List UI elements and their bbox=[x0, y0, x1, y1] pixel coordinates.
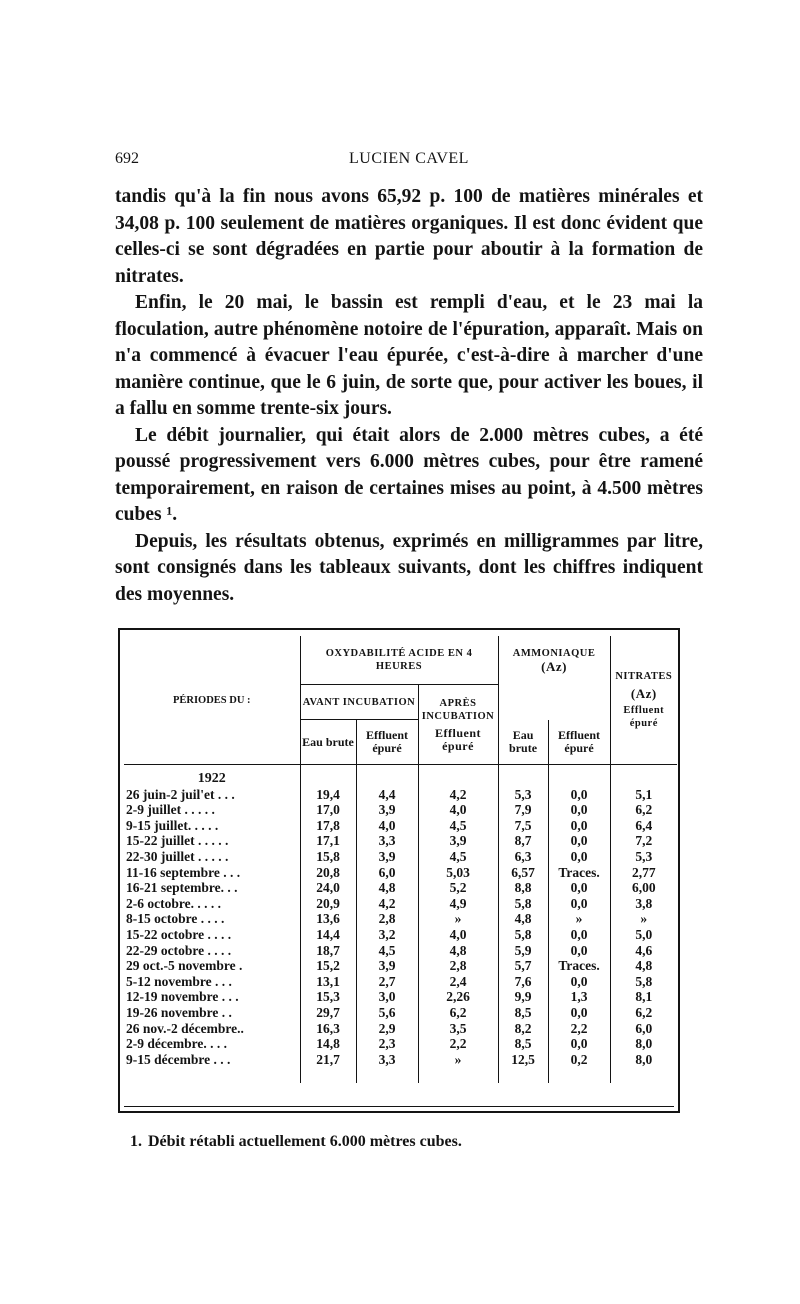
running-title-author: LUCIEN CAVEL bbox=[349, 150, 469, 167]
value-cell: 6,57 bbox=[498, 865, 548, 881]
value-cell: 13,1 bbox=[300, 974, 356, 990]
value-cell: 0,0 bbox=[548, 943, 610, 959]
period-cell: 29 oct.-5 novembre . bbox=[126, 958, 243, 974]
value-cell: 4,2 bbox=[356, 896, 418, 912]
value-cell: 7,5 bbox=[498, 818, 548, 834]
paragraph-4: Depuis, les résultats obtenus, exprimés en milligrammes par litre, sont consignés dans les tableaux suivants, dont les chiffres indiquent des moyennes. bbox=[115, 530, 703, 605]
value-cell: 1,3 bbox=[548, 989, 610, 1005]
value-cell: 0,0 bbox=[548, 896, 610, 912]
period-cell: 16-21 septembre. . . bbox=[126, 880, 238, 896]
header-periods: PÉRIODES DU : bbox=[124, 636, 300, 765]
value-cell: 16,3 bbox=[300, 1021, 356, 1037]
value-cell: 3,3 bbox=[356, 833, 418, 849]
table-row bbox=[124, 818, 677, 834]
value-cell: 0,0 bbox=[548, 833, 610, 849]
paragraph-2: Enfin, le 20 mai, le bassin est rempli d'eau, et le 23 mai la floculation, autre phénomène notoire de l'épuration, apparaît. Mais on n'a commencé à évacuer l'eau épurée, c'est-à-dire à marcher d'une manière continue, que le 6 juin, de sorte que, pour activer les boues, il a fallu en somme trente-six jours. bbox=[115, 292, 703, 419]
header-ammoniaque-unit: (Az) bbox=[541, 659, 567, 675]
value-cell: 5,2 bbox=[418, 880, 498, 896]
page-number: 692 bbox=[115, 150, 139, 167]
footnote-number: 1. bbox=[130, 1133, 142, 1150]
value-cell: 5,8 bbox=[610, 974, 677, 990]
value-cell: 21,7 bbox=[300, 1052, 356, 1068]
table-row bbox=[124, 974, 677, 990]
header-nitrates bbox=[610, 636, 677, 765]
value-cell: 3,9 bbox=[356, 802, 418, 818]
value-cell: 4,5 bbox=[418, 818, 498, 834]
value-cell: 3,9 bbox=[418, 833, 498, 849]
value-cell: 4,0 bbox=[418, 802, 498, 818]
table-row bbox=[124, 896, 677, 912]
header-ammo-brace bbox=[498, 685, 610, 720]
value-cell: 3,9 bbox=[356, 958, 418, 974]
table-row bbox=[124, 865, 677, 881]
value-cell: 4,6 bbox=[610, 943, 677, 959]
value-cell: » bbox=[548, 911, 610, 927]
value-cell: 15,2 bbox=[300, 958, 356, 974]
value-cell: 0,0 bbox=[548, 802, 610, 818]
value-cell: 5,3 bbox=[498, 787, 548, 803]
table-bottom-rule bbox=[124, 1106, 674, 1107]
value-cell: 6,2 bbox=[418, 1005, 498, 1021]
value-cell: 2,26 bbox=[418, 989, 498, 1005]
value-cell: 8,1 bbox=[610, 989, 677, 1005]
value-cell: 7,9 bbox=[498, 802, 548, 818]
value-cell: » bbox=[610, 911, 677, 927]
value-cell: 0,0 bbox=[548, 927, 610, 943]
period-cell: 22-30 juillet . . . . . bbox=[126, 848, 229, 864]
value-cell: 5,7 bbox=[498, 958, 548, 974]
value-cell: 4,2 bbox=[418, 787, 498, 803]
value-cell: 0,0 bbox=[548, 880, 610, 896]
value-cell: 15,3 bbox=[300, 989, 356, 1005]
period-cell: 19-26 novembre . . bbox=[126, 1004, 232, 1020]
year-label: 1922 bbox=[197, 771, 226, 786]
value-cell: » bbox=[418, 911, 498, 927]
period-cell: 2-9 décembre. . . . bbox=[126, 1036, 227, 1052]
header-ammoniaque-label: AMMONIAQUE bbox=[512, 648, 596, 660]
results-table-frame bbox=[118, 628, 680, 1113]
period-cell: 2-6 octobre. . . . . bbox=[126, 895, 221, 911]
table-row bbox=[124, 802, 677, 818]
value-cell: 13,6 bbox=[300, 911, 356, 927]
table-row bbox=[124, 1036, 677, 1052]
value-cell: 5,3 bbox=[610, 849, 677, 865]
value-cell: 4,5 bbox=[356, 943, 418, 959]
value-cell: 18,7 bbox=[300, 943, 356, 959]
results-table bbox=[124, 636, 677, 1083]
value-cell: 5,03 bbox=[418, 865, 498, 881]
value-cell: 5,6 bbox=[356, 1005, 418, 1021]
value-cell: 6,0 bbox=[356, 865, 418, 881]
table-row bbox=[124, 787, 677, 803]
period-cell: 5-12 novembre . . . bbox=[126, 973, 232, 989]
value-cell: 7,2 bbox=[610, 833, 677, 849]
header-nitrates-unit: (Az) bbox=[630, 686, 657, 701]
value-cell: 0,0 bbox=[548, 1005, 610, 1021]
header-avant-effluent: Effluent épuré bbox=[356, 720, 418, 765]
value-cell: 4,0 bbox=[356, 818, 418, 834]
value-cell: 2,2 bbox=[548, 1021, 610, 1037]
period-cell: 2-9 juillet . . . . . bbox=[126, 802, 215, 818]
value-cell: 2,8 bbox=[418, 958, 498, 974]
period-cell: 15-22 octobre . . . . bbox=[126, 926, 232, 942]
value-cell: 7,6 bbox=[498, 974, 548, 990]
value-cell: 8,2 bbox=[498, 1021, 548, 1037]
value-cell: 5,1 bbox=[610, 787, 677, 803]
value-cell: 6,2 bbox=[610, 802, 677, 818]
table-row bbox=[124, 1052, 677, 1068]
body-text bbox=[115, 184, 703, 608]
value-cell: 8,5 bbox=[498, 1036, 548, 1052]
value-cell: 17,8 bbox=[300, 818, 356, 834]
header-avant-eau-brute: Eau brute bbox=[300, 720, 356, 765]
table-row bbox=[124, 880, 677, 896]
value-cell: 17,0 bbox=[300, 802, 356, 818]
table-row bbox=[124, 989, 677, 1005]
table-row bbox=[124, 927, 677, 943]
value-cell: 2,7 bbox=[356, 974, 418, 990]
value-cell: 0,0 bbox=[548, 849, 610, 865]
value-cell: 4,8 bbox=[356, 880, 418, 896]
period-cell: 26 nov.-2 décembre.. bbox=[126, 1020, 244, 1036]
value-cell: 3,2 bbox=[356, 927, 418, 943]
header-oxydabilite: OXYDABILITÉ ACIDE EN 4 HEURES bbox=[300, 636, 498, 685]
table-row bbox=[124, 943, 677, 959]
value-cell: 0,0 bbox=[548, 974, 610, 990]
header-apres-incubation bbox=[418, 685, 498, 765]
value-cell: 3,5 bbox=[418, 1021, 498, 1037]
value-cell: 20,8 bbox=[300, 865, 356, 881]
value-cell: 29,7 bbox=[300, 1005, 356, 1021]
value-cell: 3,9 bbox=[356, 849, 418, 865]
value-cell: 24,0 bbox=[300, 880, 356, 896]
value-cell: 2,77 bbox=[610, 865, 677, 881]
value-cell: Traces. bbox=[548, 865, 610, 881]
value-cell: 19,4 bbox=[300, 787, 356, 803]
footnote bbox=[130, 1133, 462, 1151]
value-cell: 8,5 bbox=[498, 1005, 548, 1021]
value-cell: 4,9 bbox=[418, 896, 498, 912]
value-cell: 0,2 bbox=[548, 1052, 610, 1068]
paragraph-1: tandis qu'à la fin nous avons 65,92 p. 100 de matières minérales et 34,08 p. 100 seulement de matières organiques. Il est donc évident que celles-ci se sont dégradées en partie pour aboutir à la formation de nitrates. bbox=[115, 186, 703, 287]
value-cell: 2,9 bbox=[356, 1021, 418, 1037]
table-row bbox=[124, 833, 677, 849]
table-row bbox=[124, 1005, 677, 1021]
value-cell: 14,8 bbox=[300, 1036, 356, 1052]
header-nitrates-label: NITRATES bbox=[615, 671, 673, 682]
value-cell: 2,8 bbox=[356, 911, 418, 927]
value-cell: 4,0 bbox=[418, 927, 498, 943]
value-cell: Traces. bbox=[548, 958, 610, 974]
value-cell: 4,8 bbox=[610, 958, 677, 974]
footnote-text: Débit rétabli actuellement 6.000 mètres cubes. bbox=[148, 1133, 462, 1150]
header-ammo-effluent: Effluent épuré bbox=[548, 720, 610, 765]
value-cell: 2,4 bbox=[418, 974, 498, 990]
value-cell: 2,2 bbox=[418, 1036, 498, 1052]
value-cell: 14,4 bbox=[300, 927, 356, 943]
table-row bbox=[124, 849, 677, 865]
value-cell: 5,0 bbox=[610, 927, 677, 943]
running-head bbox=[115, 150, 703, 170]
value-cell: 6,4 bbox=[610, 818, 677, 834]
value-cell: 8,0 bbox=[610, 1052, 677, 1068]
table-row bbox=[124, 911, 677, 927]
value-cell: 15,8 bbox=[300, 849, 356, 865]
value-cell: 4,8 bbox=[418, 943, 498, 959]
value-cell: 0,0 bbox=[548, 818, 610, 834]
value-cell: 2,3 bbox=[356, 1036, 418, 1052]
value-cell: 3,0 bbox=[356, 989, 418, 1005]
header-apres-effluent: Effluent épuré bbox=[435, 725, 482, 753]
value-cell: 5,8 bbox=[498, 896, 548, 912]
period-cell: 22-29 octobre . . . . bbox=[126, 942, 232, 958]
period-cell: 8-15 octobre . . . . bbox=[126, 911, 225, 927]
header-apres-label: APRÈS INCUBATION bbox=[421, 697, 495, 722]
period-cell: 11-16 septembre . . . bbox=[126, 864, 241, 880]
value-cell: 5,9 bbox=[498, 943, 548, 959]
value-cell: 6,0 bbox=[610, 1021, 677, 1037]
period-cell: 26 juin-2 juil'et . . . bbox=[126, 786, 235, 802]
header-ammoniaque bbox=[498, 636, 610, 685]
value-cell: 8,0 bbox=[610, 1036, 677, 1052]
value-cell: 17,1 bbox=[300, 833, 356, 849]
value-cell: 8,7 bbox=[498, 833, 548, 849]
period-cell: 12-19 novembre . . . bbox=[126, 989, 239, 1005]
value-cell: 4,8 bbox=[498, 911, 548, 927]
period-cell: 9-15 décembre . . . bbox=[126, 1051, 231, 1067]
header-ammo-eau-brute: Eau brute bbox=[498, 720, 548, 765]
value-cell: 3,3 bbox=[356, 1052, 418, 1068]
value-cell: 6,3 bbox=[498, 849, 548, 865]
value-cell: 0,0 bbox=[548, 1036, 610, 1052]
table-row bbox=[124, 1021, 677, 1037]
value-cell: 6,2 bbox=[610, 1005, 677, 1021]
value-cell: 0,0 bbox=[548, 787, 610, 803]
period-cell: 15-22 juillet . . . . . bbox=[126, 833, 229, 849]
paragraph-3: Le débit journalier, qui était alors de 2.000 mètres cubes, a été poussé progressivement vers 6.000 mètres cubes, pour être ramené temporairement, en raison de certaines mises au point, à 4.500 mètres cubes ¹. bbox=[115, 424, 703, 525]
value-cell: 4,4 bbox=[356, 787, 418, 803]
table-row bbox=[124, 958, 677, 974]
value-cell: 8,8 bbox=[498, 880, 548, 896]
header-avant-incubation: AVANT INCUBATION bbox=[300, 685, 418, 720]
value-cell: 3,8 bbox=[610, 896, 677, 912]
period-cell: 9-15 juillet. . . . . bbox=[126, 817, 219, 833]
value-cell: 9,9 bbox=[498, 989, 548, 1005]
value-cell: 6,00 bbox=[610, 880, 677, 896]
value-cell: 20,9 bbox=[300, 896, 356, 912]
value-cell: » bbox=[418, 1052, 498, 1068]
header-nitrates-sub: Effluent épuré bbox=[623, 705, 665, 729]
value-cell: 5,8 bbox=[498, 927, 548, 943]
value-cell: 12,5 bbox=[498, 1052, 548, 1068]
value-cell: 4,5 bbox=[418, 849, 498, 865]
